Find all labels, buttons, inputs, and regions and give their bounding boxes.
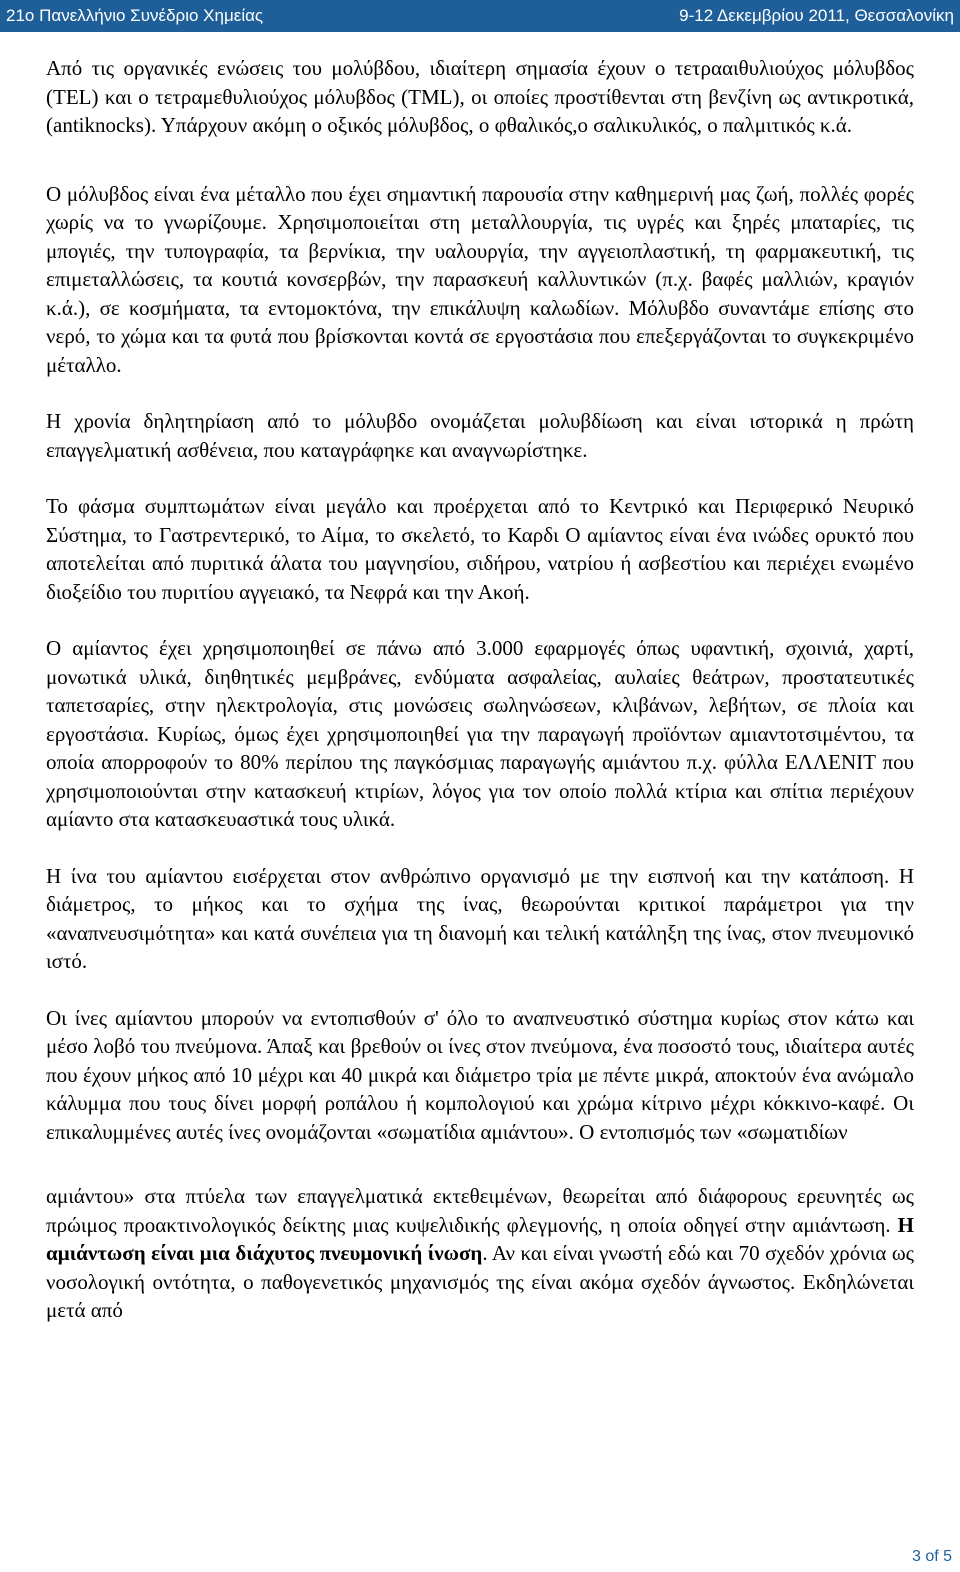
asbestosis-definition-bold: Η αμιάντωση είναι μια διάχυτος πνευμονική ίνωση [46,1212,915,1265]
paragraph-asbestos-applications: Ο αμίαντος έχει χρησιμοποιηθεί σε πάνω από 3.000 εφαρμογές όπως υφαντική, σχοινιά, χαρτί, μονωτικά υλικά, διηθητικές μεμβράνες, ενδύματα ασφαλείας, αυλαίες θεάτρων, προστατευτικές ταπετσαρίες, στην ηλεκτρολογία, στις μονώσεις σωληνώσεων, κλιβάνων, λεβήτων, σε πλοία και εργοστάσια. Κυρίως, όμως έχει χρησιμοποιηθεί για την παραγωγή προϊόντων αμιαντοτσιμέντου, τα οποία απορροφούν το 80% περίπου της παγκόσμιας παραγωγής αμιάντου π.χ. φύλλα ΕΛΛΕΝΙΤ που χρησιμοποιούνται στην κατασκευή κτιρίων, λόγος για τον οποίο πολλά κτίρια και σπίτια περιέχουν αμίαντο στα κατασκευαστικά τους υλικά. [46,636,914,831]
paragraph-asbestos-fiber-entry: Η ίνα του αμίαντου εισέρχεται στον ανθρώπινο οργανισμό με την εισπνοή και την κατάποση. Η διάμετρος, το μήκος και το σχήμα της ίνας, θεωρούνται κριτικοί παράμετροι για την «αναπνευσιμότητα» και κατά συνέπεια για τη διανομή και τελική κατάληξη της ίνας, στον πνευμονικό ιστό. [46,863,914,973]
asbestosis-text-end: . Αν και είναι γνωστή εδώ και 70 σχεδόν χρόνια ως νοσολογική οντότητα, ο παθογενετικός μηχανισμός της είναι ακόμα σχεδόν άγνωστος. Εκδηλώνεται μετά από [46,1241,914,1322]
paragraph-lead-poisoning: Η χρονία δηλητηρίαση από το μόλυβδο ονομάζεται μολυβδίωση και είναι ιστορικά η πρώτη επαγγελματική ασθένεια, που καταγράφηκε και αναγνωρίστηκε. [46,409,914,462]
conference-title: 21ο Πανελλήνιο Συνέδριο Χημείας [6,6,264,25]
asbestosis-text-start: αμιάντου» στα πτύελα των επαγγελματικά εκτεθειμένων, θεωρείται από διάφορους ερευνητές ως πρώιμος προακτινολογικός δείκτης μιας κυψελιδικής φλεγμονής, η οποία οδηγεί στην αμιάντωση. [46,1184,914,1237]
page-header [0,0,960,32]
paragraph-organic-lead-compounds: Από τις οργανικές ενώσεις του μολύβδου, ιδιαίτερη σημασία έχουν ο τετρααιθυλιούχος μόλυβδος (TEL) και ο τετραμεθυλιούχος μόλυβδος (TML), οι οποίες προστίθενται στη βενζίνη ως αντικροτικά, (antiknocks). Υπάρχουν ακόμη ο οξικός μόλυβδος, ο φθαλικός,ο σαλικυλικός, ο παλμιτικός κ.ά. [46,56,914,137]
document-body [46,54,914,1325]
paragraph-asbestosis [46,1182,914,1325]
paragraph-lead-uses: Ο μόλυβδος είναι ένα μέταλλο που έχει σημαντική παρουσία στην καθημερινή μας ζωή, πολλές φορές χωρίς να το γνωρίζουμε. Χρησιμοποιείται στη μεταλλουργία, τις υγρές και ξηρές μπαταρίες, τις μπογιές, την τυπογραφία, τα βερνίκια, την υαλουργία, την αγγειοπλαστική, τη φαρμακευτική, τις επιμεταλλώσεις, τα κουτιά κονσερβών, την παρασκευή καλλυντικών (π.χ. βαφές μαλλιών, κραγιόν κ.ά.), σε κοσμήματα, τα εντομοκτόνα, την επικάλυψη καλωδίων. Μόλυβδο συναντάμε επίσης στο νερό, το χώμα και τα φυτά που βρίσκονται κοντά σε εργοστάσια που επεξεργάζονται το συγκεκριμένο μέταλλο. [46,181,914,377]
page-number: 3 of 5 [911,1548,952,1565]
paragraph-asbestos-fiber-location: Οι ίνες αμίαντου μπορούν να εντοπισθούν σ' όλο το αναπνευστικό σύστημα κυρίως στον κάτω και μέσο λοβό του πνεύμονα. Άπαξ και βρεθούν οι ίνες στον πνεύμονα, ένα ποσοστό τους, ιδιαίτερα αυτές που έχουν μήκος από 10 μέχρι και 40 μικρά και διάμετρο τρία με πέντε μικρά, αποκτούν ένα ανώμαλο κάλυμμα που τους δίνει μορφή ροπάλου ή κομπολογιού και χρώμα κίτρινο μέχρι κόκκινο-καφέ. Οι επικαλυμμένες αυτές ίνες ονομάζονται «σωματίδια αμιάντου». Ο εντοπισμός των «σωματιδίων [46,1005,914,1144]
conference-date-location: 9-12 Δεκεμβρίου 2011, Θεσσαλονίκη [679,6,954,25]
paragraph-symptoms-asbestos-definition: Το φάσμα συμπτωμάτων είναι μεγάλο και προέρχεται από το Κεντρικό και Περιφερικό Νευρικό Σύστημα, το Γαστρεντερικό, το Αίμα, το σκελετό, το Καρδι Ο αμίαντος είναι ένα ινώδες ορυκτό που αποτελείται από πυριτικά άλατα του μαγνησίου, σιδήρου, νατρίου ή ασβεστίου και περιέχει ενωμένο διοξείδιο του πυριτίου αγγειακό, τα Νεφρά και την Ακοή. [46,494,914,604]
